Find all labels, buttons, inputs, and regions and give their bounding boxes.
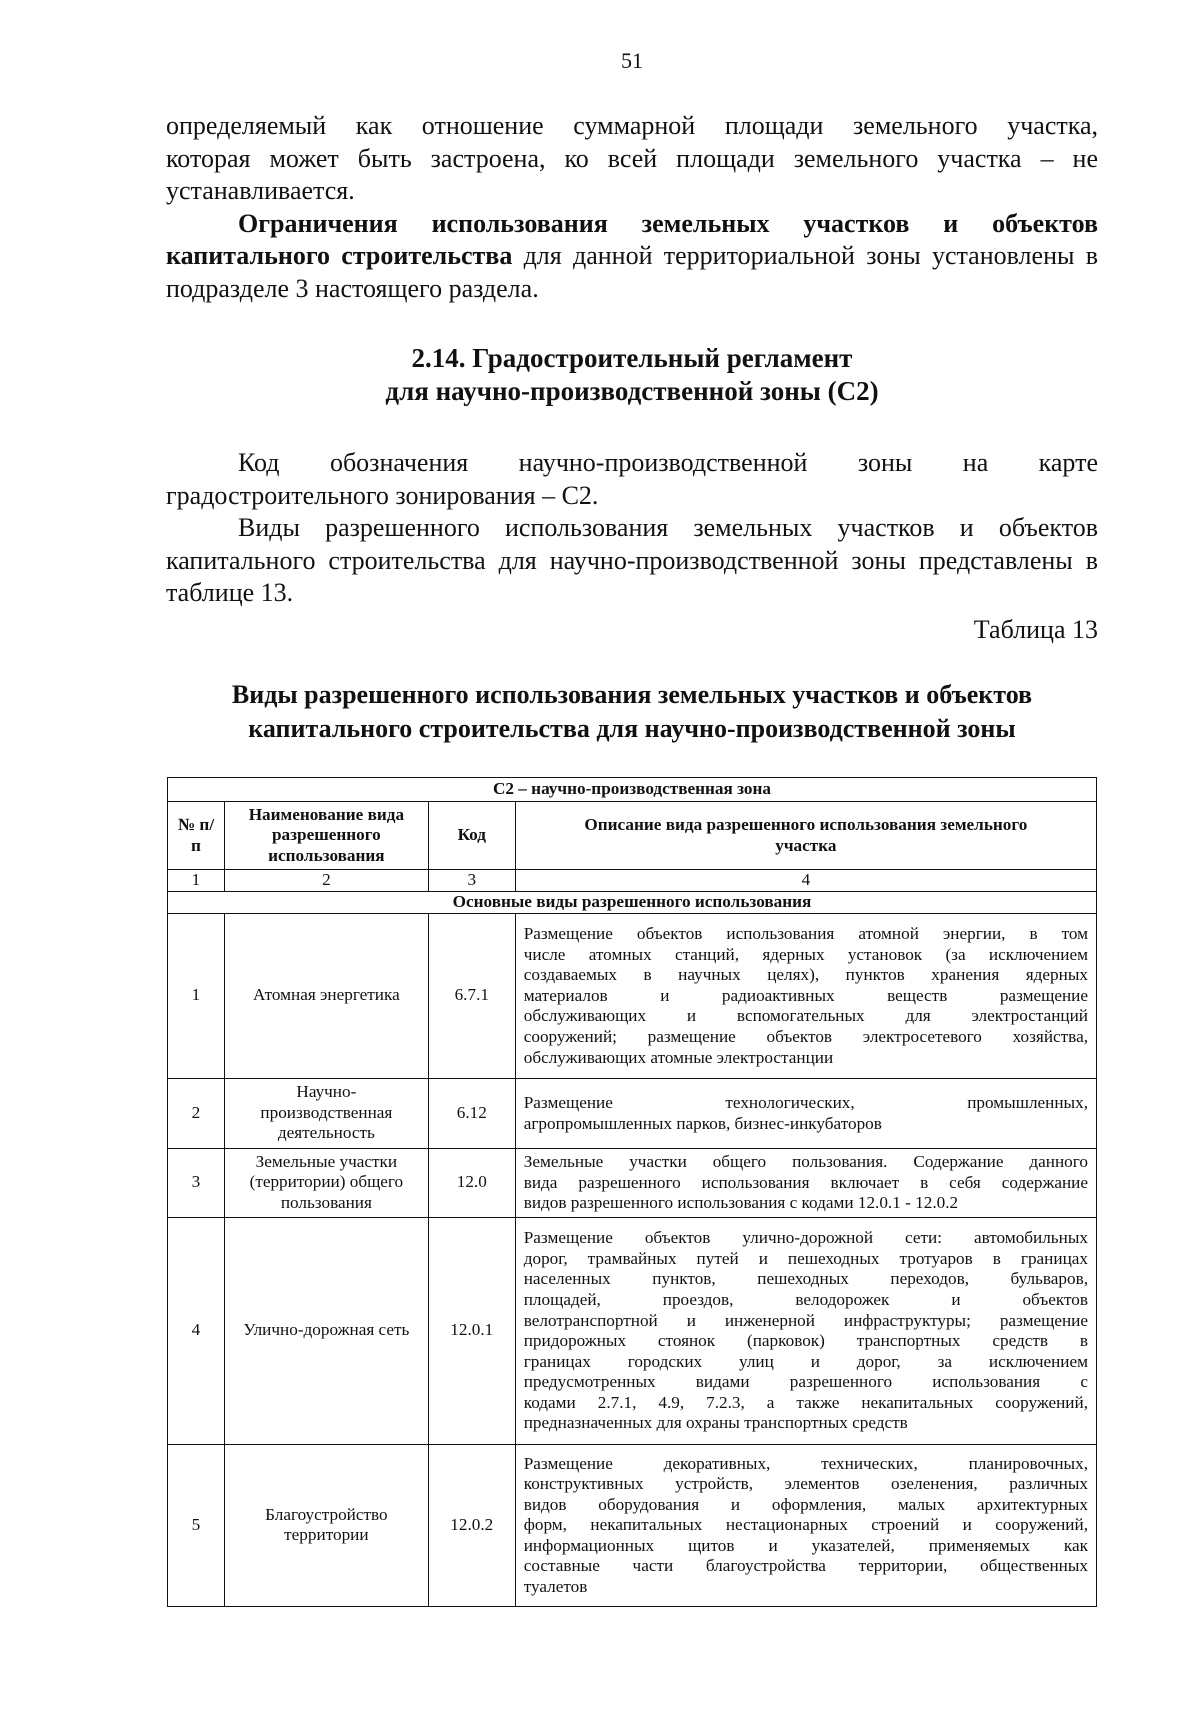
description-line: населенных пунктов, пешеходных переходов, бульваров, (523, 1269, 1088, 1289)
group-main-label: Основные виды разрешенного использования (168, 891, 1097, 913)
zone-header-row (168, 778, 1097, 802)
description-line: туалетов (523, 1577, 588, 1597)
description-line: видов оборудования и оформления, малых архитектурных (523, 1494, 1088, 1514)
row-description (515, 1078, 1096, 1148)
row-num: 3 (168, 1148, 225, 1217)
table-label: Таблица 13 (973, 615, 1098, 644)
description-line: кодами 2.7.1, 4.9, 7.2.3, а также некапитальных сооружений, (523, 1392, 1088, 1412)
description-line: предусмотренных видами разрешенного использования с (523, 1372, 1088, 1392)
description-line: создаваемых в научных целях), пунктов хранения ядерных (523, 965, 1088, 985)
column-index: 1 (168, 870, 225, 892)
row-code: 6.7.1 (428, 913, 515, 1078)
description-line: Земельные участки общего пользования. Содержание данного (523, 1152, 1088, 1172)
section-heading (166, 342, 1098, 408)
description-line: форм, некапитальных нестационарных строений и сооружений, (523, 1515, 1088, 1535)
intro-line-1: определяемый как отношение суммарной площади земельного участка, (166, 111, 1098, 140)
table-title (166, 678, 1098, 746)
restriction-rest-text: для данной территориальной зоны установлены в подразделе 3 настоящего раздела. (166, 241, 1098, 303)
description-line: материалов и радиоактивных веществ размещение (523, 985, 1088, 1005)
description-line: составные части благоустройства территории, общественных (523, 1556, 1088, 1576)
column-header-row (168, 802, 1097, 870)
column-index-row (168, 870, 1097, 892)
table-row (168, 1078, 1097, 1148)
description-line: велотранспортной и инженерной инфраструктуры; размещение (523, 1310, 1088, 1330)
row-description (515, 913, 1096, 1078)
row-name: Атомная энергетика (224, 913, 428, 1078)
table-row (168, 1217, 1097, 1444)
section-heading-line-2: для научно-производственной зоны (С2) (385, 376, 879, 406)
table-row (168, 1148, 1097, 1217)
zone-code-paragraph: Код обозначения научно-производственной зоны на карте градостроительного зонирования – С2. (166, 448, 1098, 510)
row-name: Улично-дорожная сеть (224, 1217, 428, 1444)
description-line: площадей, проездов, велодорожек и объектов (523, 1289, 1088, 1309)
description-line: обслуживающих и вспомогательных для электростанций (523, 1006, 1088, 1026)
intro-line-3: устанавливается. (166, 176, 355, 205)
table-title-line-2: капитального строительства для научно-производственной зоны (248, 714, 1016, 743)
description-line: обслуживающих атомные электростанции (523, 1047, 834, 1067)
description-line: вида разрешенного использования включает в себя содержание (523, 1172, 1088, 1192)
description-line: числе атомных станций, ядерных установок (за исключением (523, 944, 1088, 964)
section-body (166, 447, 1098, 610)
description-line: Размещение объектов улично-дорожной сети: автомобильных (523, 1228, 1088, 1248)
row-description (515, 1148, 1096, 1217)
header-description: Описание вида разрешенного использования земельного участка (515, 802, 1096, 870)
row-code: 6.12 (428, 1078, 515, 1148)
row-description (515, 1444, 1096, 1606)
header-code: Код (428, 802, 515, 870)
table-row (168, 1444, 1097, 1606)
header-name: Наименование вида разрешенного использования (224, 802, 428, 870)
description-line: Размещение технологических, промышленных, (523, 1093, 1088, 1112)
column-index: 3 (428, 870, 515, 892)
intro-block (166, 110, 1098, 305)
zone-header-cell: С2 – научно-производственная зона (168, 778, 1097, 802)
column-index: 4 (515, 870, 1096, 892)
row-code: 12.0 (428, 1148, 515, 1217)
description-line: видов разрешенного использования с кодами 12.0.1 - 12.0.2 (523, 1193, 959, 1213)
description-line: Размещение декоративных, технических, планировочных, (523, 1453, 1088, 1473)
description-line: Размещение объектов использования атомной энергии, в том (523, 924, 1088, 944)
table-row (168, 913, 1097, 1078)
description-line: информационных щитов и указателей, применяемых как (523, 1535, 1088, 1555)
use-types-paragraph: Виды разрешенного использования земельных участков и объектов капитального строительства для научно-производственной зоны представлены в таблице 13. (166, 513, 1098, 607)
intro-line-2: которая может быть застроена, ко всей площади земельного участка – не (166, 143, 1098, 173)
description-line: сооружений; размещение объектов электросетевого хозяйства, (523, 1026, 1088, 1046)
row-description (515, 1217, 1096, 1444)
section-heading-line-1: 2.14. Градостроительный регламент (411, 343, 853, 373)
use-types-table (167, 777, 1097, 1607)
row-num: 1 (168, 913, 225, 1078)
column-index: 2 (224, 870, 428, 892)
row-name: Научно-производственная деятельность (224, 1078, 428, 1148)
row-num: 5 (168, 1444, 225, 1606)
page-number: 51 (621, 48, 643, 73)
description-line: агропромышленных парков, бизнес-инкубаторов (523, 1113, 882, 1133)
description-line: предназначенных для охраны транспортных средств (523, 1413, 908, 1433)
row-code: 12.0.1 (428, 1217, 515, 1444)
restriction-paragraph (166, 208, 1098, 306)
row-num: 4 (168, 1217, 225, 1444)
description-line: границах городских улиц и дорог, за исключением (523, 1351, 1088, 1371)
restriction-bold-text: Ограничения использования земельных участков и объектов капитального строительства (166, 208, 1098, 270)
description-line: придорожных стоянок (парковок) транспортных средств в (523, 1331, 1088, 1351)
table-title-line-1: Виды разрешенного использования земельных участков и объектов (231, 680, 1033, 709)
group-row (168, 891, 1097, 913)
row-num: 2 (168, 1078, 225, 1148)
description-line: конструктивных устройств, элементов озеленения, различных (523, 1474, 1088, 1494)
row-name: Земельные участки (территории) общего пользования (224, 1148, 428, 1217)
description-line: дорог, трамвайных путей и пешеходных тротуаров в границах (523, 1248, 1088, 1268)
row-code: 12.0.2 (428, 1444, 515, 1606)
row-name: Благоустройство территории (224, 1444, 428, 1606)
header-num: № п/п (168, 802, 225, 870)
